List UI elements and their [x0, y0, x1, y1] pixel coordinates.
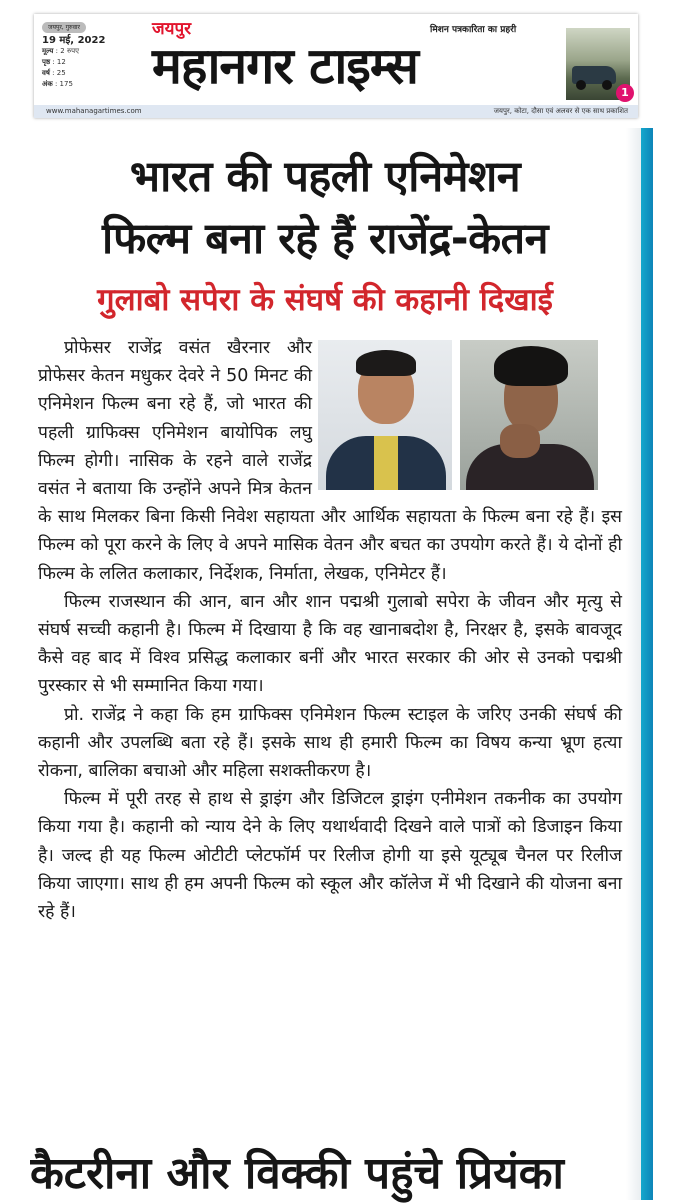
- masthead-city: जयपुर: [152, 19, 192, 39]
- car-wheel: [576, 80, 586, 90]
- next-article-headline: कैटरीना और विक्की पहुंचे प्रियंका: [30, 1148, 564, 1199]
- masthead-footer-bar: [34, 105, 638, 118]
- meta-pages: पृष्ठ : 12: [42, 58, 66, 66]
- editions-tagline: जयपुर, कोटा, दौसा एवं अलवर से एक साथ प्रकाशित: [493, 107, 628, 115]
- article-subheadline: गुलाबो सपेरा के संघर्ष की कहानी दिखाई: [97, 282, 553, 318]
- article-body: [38, 334, 622, 926]
- newspaper-masthead: [34, 14, 638, 118]
- edition-location: जयपुर, गुरुवार: [42, 22, 86, 33]
- car-wheel: [602, 80, 612, 90]
- masthead-info: [42, 22, 152, 90]
- article-headline: [20, 146, 630, 270]
- newspaper-title: महानगर टाइम्स: [152, 37, 418, 95]
- paragraph-4: फिल्म में पूरी तरह से हाथ से ड्राइंग और डिजिटल ड्राइंग एनीमेशन तकनीक का उपयोग किया गया है। कहानी को न्याय देने के लिए यथार्थवादी दिखने वाले पात्रों को डिजाइन किया है। जल्द ही यह फिल्म ओटीटी प्लेटफॉर्म पर रिलीज होगी या इसे यूट्यूब चैनल पर रिलीज किया जाएगा। साथ ही हम अपनी फिल्म को स्कूल और कॉलेज में भी दिखाने की योजना बना रहे हैं।: [38, 789, 622, 923]
- page-number-badge: 1: [616, 84, 634, 102]
- meta-issue: अंक : 175: [42, 80, 73, 88]
- paragraph-3: प्रो. राजेंद्र ने कहा कि हम ग्राफिक्स एनिमेशन फिल्म स्टाइल के जरिए उनकी संघर्ष की कहानी और उपलब्धि बता रहे हैं। इसके साथ ही हमारी फिल्म का विषय कन्या भ्रूण हत्या रोकना, बालिका बचाओ और महिला सशक्तीकरण है।: [38, 704, 622, 782]
- paragraph-1: प्रोफेसर राजेंद्र वसंत खैरनार और प्रोफेसर केतन मधुकर देवरे ने 50 मिनट की एनिमेशन फिल्म बना रहे हैं, जो भारत की पहली ग्राफिक्स एनिमेशन बायोपिक लघु फिल्म होगी। नासिक के रहने वाले राजेंद्र वसंत ने बताया कि उन्होंने अपने मित्र केतन के साथ मिलकर बिना किसी निवेश सहायता और आर्थिक सहायता के फिल्म बना रहे हैं। इस फिल्म को पूरा करने के लिए वे अपने मासिक वेतन और बचत का उपयोग करते हैं। ये दोनों ही फिल्म के ललित कलाकार, निर्देशक, निर्माता, लेखक, एनिमेटर हैं।: [38, 338, 622, 584]
- headline-line-2: फिल्म बना रहे हैं राजेंद्र-केतन: [101, 214, 549, 264]
- meta-year: वर्ष : 25: [42, 69, 66, 77]
- decorative-side-strip: [641, 128, 653, 1200]
- paragraph-2: फिल्म राजस्थान की आन, बान और शान पद्मश्री गुलाबो सपेरा के जीवन और मृत्यु से संघर्ष सच्ची कहानी है। फिल्म में दिखाया है कि वह खानाबदोश है, निरक्षर है, इसके बावजूद कैसे वह बाद में विश्व प्रसिद्ध कलाकार बनीं और भारत सरकार की ओर से उनको पद्मश्री पुरस्कार से भी सम्मानित किया गया।: [38, 591, 622, 697]
- masthead-slogan: मिशन पत्रकारिता का प्रहरी: [430, 25, 517, 35]
- website-link[interactable]: www.mahanagartimes.com: [46, 107, 142, 115]
- issue-date: 19 मई, 2022: [42, 35, 106, 46]
- headline-line-1: भारत की पहली एनिमेशन: [129, 152, 521, 202]
- meta-price: मूल्य : 2 रुपए: [42, 47, 79, 55]
- photo-space: [320, 334, 622, 496]
